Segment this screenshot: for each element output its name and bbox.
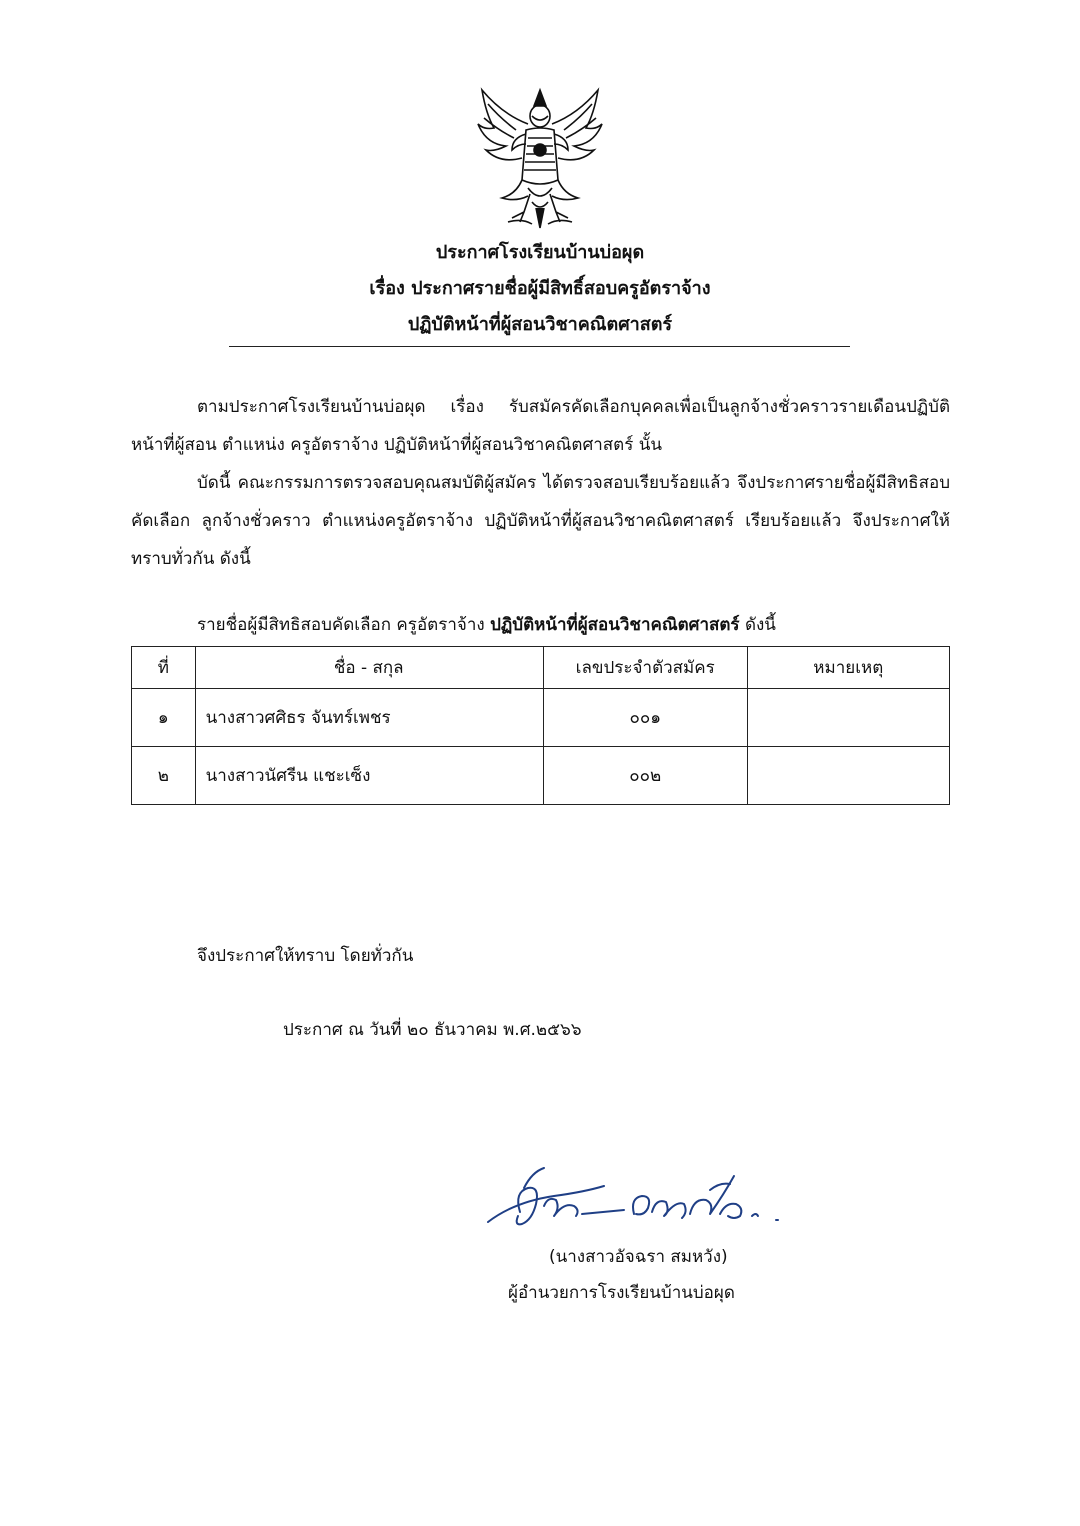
table-caption bbox=[197, 608, 776, 642]
table-caption-prefix: รายชื่อผู้มีสิทธิสอบคัดเลือก ครูอัตราจ้าง bbox=[197, 615, 491, 635]
announcement-subject-detail: ปฏิบัติหน้าที่ผู้สอนวิชาคณิตศาสตร์ bbox=[407, 314, 673, 335]
announcement-date: ประกาศ ณ วันที่ ๒๐ ธันวาคม พ.ศ.๒๕๖๖ bbox=[283, 1020, 582, 1040]
announcement-subject: เรื่อง ประกาศรายชื่อผู้มีสิทธิ์สอบครูอัตราจ้าง bbox=[369, 278, 711, 299]
row-number: ๒ bbox=[132, 747, 196, 805]
garuda-emblem-icon bbox=[472, 84, 608, 230]
column-header-note: หมายเหตุ bbox=[747, 647, 949, 689]
table-row bbox=[132, 747, 950, 805]
signer-title: ผู้อำนวยการโรงเรียนบ้านบ่อผุด bbox=[508, 1283, 735, 1303]
body-paragraph-2: บัดนี้ คณะกรรมการตรวจสอบคุณสมบัติผู้สมัคร ได้ตรวจสอบเรียบร้อยแล้ว จึงประกาศรายชื่อผู้มีสิทธิสอบคัดเลือก ลูกจ้างชั่วคราว ตำแหน่งครูอัตราจ้าง ปฏิบัติหน้าที่ผู้สอนวิชาคณิตศาสตร์ เรียบร้อยแล้ว จึงประกาศให้ทราบทั่วกัน ดังนี้ bbox=[131, 473, 950, 569]
column-header-applicant-id: เลขประจำตัวสมัคร bbox=[543, 647, 747, 689]
row-note bbox=[747, 689, 949, 747]
table-caption-suffix: ดังนี้ bbox=[739, 615, 776, 635]
closing-statement: จึงประกาศให้ทราบ โดยทั่วกัน bbox=[197, 946, 414, 966]
table-header-row bbox=[132, 647, 950, 689]
row-applicant-id: ๐๐๒ bbox=[543, 747, 747, 805]
table-caption-bold: ปฏิบัติหน้าที่ผู้สอนวิชาคณิตศาสตร์ bbox=[490, 615, 740, 635]
announcement-title: ประกาศโรงเรียนบ้านบ่อผุด bbox=[435, 242, 645, 263]
row-note bbox=[747, 747, 949, 805]
body-paragraph-1: ตามประกาศโรงเรียนบ้านบ่อผุด เรื่อง รับสมัครคัดเลือกบุคคลเพื่อเป็นลูกจ้างชั่วคราวรายเดือนปฏิบัติหน้าที่ผู้สอน ตำแหน่ง ครูอัตราจ้าง ปฏิบัติหน้าที่ผู้สอนวิชาคณิตศาสตร์ นั้น bbox=[131, 397, 950, 455]
header-divider bbox=[229, 346, 850, 347]
row-applicant-id: ๐๐๑ bbox=[543, 689, 747, 747]
row-number: ๑ bbox=[132, 689, 196, 747]
table-row bbox=[132, 689, 950, 747]
row-name: นางสาวนัศรีน แชะเซ็ง bbox=[195, 747, 543, 805]
signer-name: (นางสาวอัจฉรา สมหวัง) bbox=[549, 1247, 728, 1267]
column-header-name: ชื่อ - สกุล bbox=[195, 647, 543, 689]
row-name: นางสาวศศิธร จันทร์เพชร bbox=[195, 689, 543, 747]
column-header-no: ที่ bbox=[132, 647, 196, 689]
candidate-table bbox=[131, 646, 950, 805]
